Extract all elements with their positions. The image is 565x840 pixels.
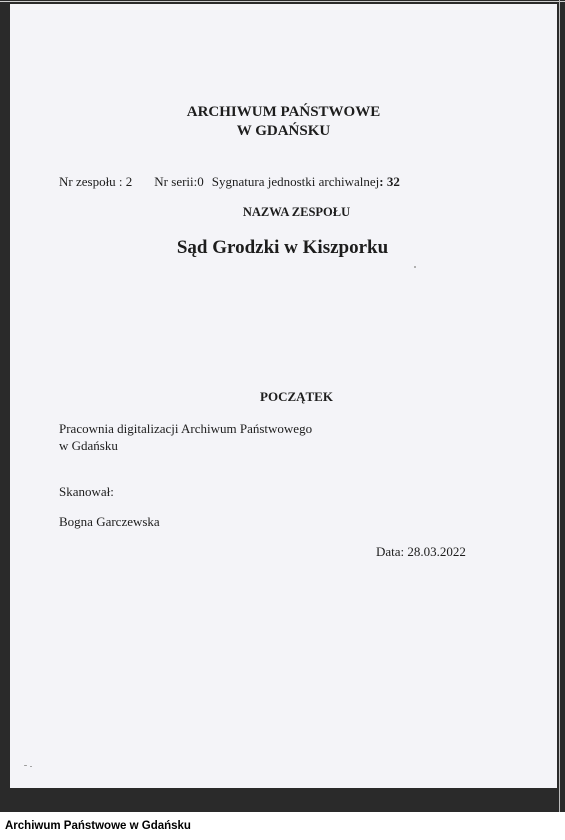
- document-page: [10, 4, 557, 788]
- workshop-line2: w Gdańsku: [59, 438, 118, 453]
- archive-name-line1: ARCHIWUM PAŃSTWOWE: [186, 104, 381, 120]
- scan-edge-right: [559, 0, 560, 812]
- scanned-by-name: Bogna Garczewska: [59, 514, 160, 529]
- digitization-workshop: [59, 420, 312, 454]
- paper-speck: [24, 765, 27, 766]
- series-number: Nr serii:0: [154, 174, 204, 189]
- signature-colon: :: [379, 174, 384, 189]
- fonds-name: Sąd Grodzki w Kiszporku: [176, 237, 389, 258]
- start-heading: POCZĄTEK: [260, 389, 333, 404]
- workshop-line1: Pracownia digitalizacji Archiwum Państwowego: [59, 421, 313, 436]
- scan-date: Data: 28.03.2022: [376, 544, 466, 559]
- paper-speck: [414, 266, 416, 268]
- archive-name: [10, 103, 557, 141]
- archive-name-line2: W GDAŃSKU: [236, 123, 331, 139]
- signature-value: 32: [386, 174, 400, 189]
- caption-text: Archiwum Państwowe w Gdańsku: [5, 820, 191, 832]
- identifiers-line: [59, 174, 400, 190]
- signature-label: Sygnatura jednostki archiwalnej: [211, 174, 380, 189]
- scan-edge-top: [0, 1, 565, 2]
- paper-speck: [30, 766, 32, 767]
- scanned-by-label: Skanował:: [59, 484, 114, 499]
- fonds-heading: NAZWA ZESPOŁU: [242, 205, 351, 219]
- zespol-number: Nr zespołu : 2: [59, 174, 133, 189]
